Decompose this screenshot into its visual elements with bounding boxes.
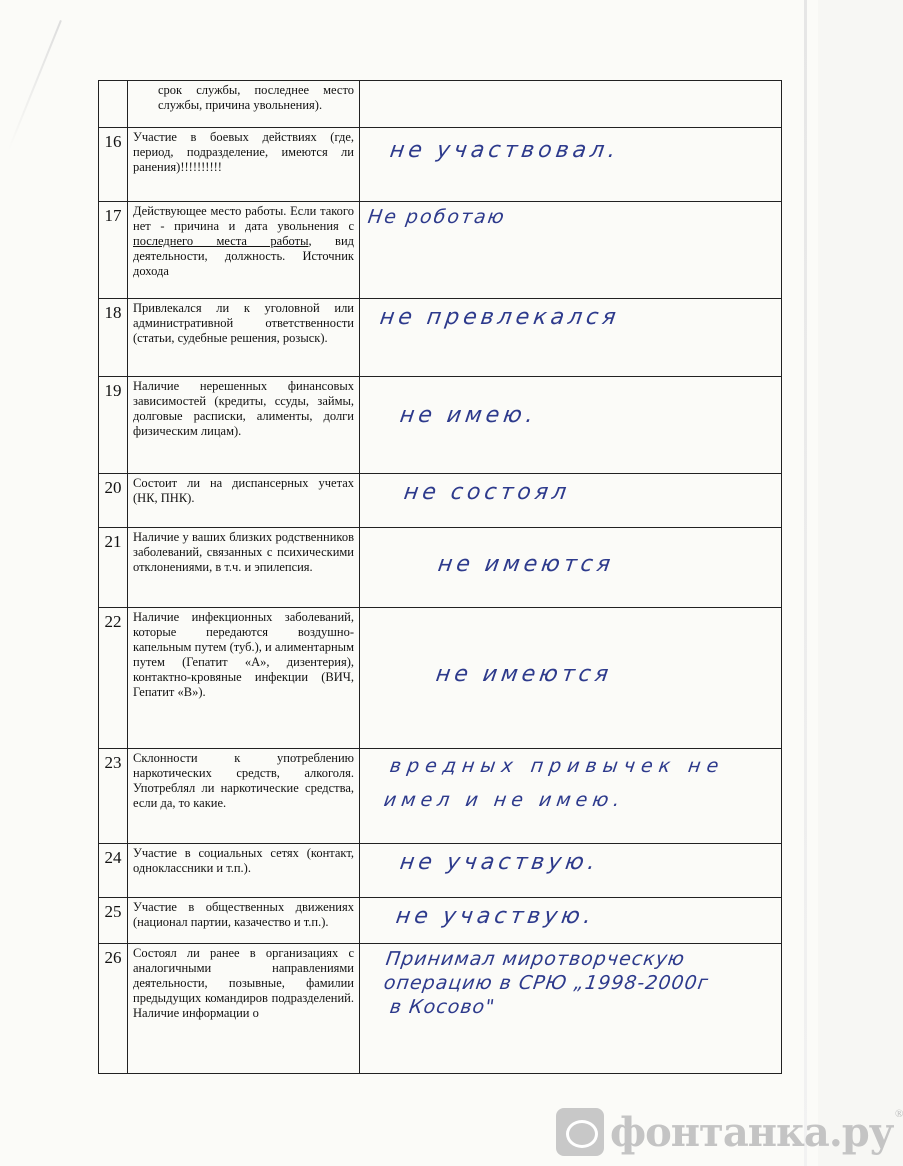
row-number: 19 [99, 377, 128, 474]
answer-cell [360, 528, 782, 608]
row-number: 25 [99, 898, 128, 944]
table-row [99, 377, 782, 474]
table-row [99, 608, 782, 749]
question-cell: срок службы, последнее место службы, причина увольнения). [128, 81, 360, 128]
handwritten-answer: не имею. [398, 403, 539, 428]
handwritten-answer: не участвую. [394, 904, 597, 929]
scan-artifact [8, 20, 62, 151]
row-number: 20 [99, 474, 128, 528]
handwritten-answer-line: вредных привычек не [388, 755, 726, 777]
answer-cell [360, 608, 782, 749]
question-cell: Состоит ли на диспансерных учетах (НК, ПНК). [128, 474, 360, 528]
registered-mark: ® [894, 1108, 903, 1120]
row-number: 18 [99, 299, 128, 377]
row-number: 21 [99, 528, 128, 608]
question-cell: Участие в боевых действиях (где, период, подразделение, имеются ли ранения)!!!!!!!!!! [128, 128, 360, 202]
answer-cell [360, 377, 782, 474]
table-row [99, 474, 782, 528]
answer-cell [360, 844, 782, 898]
questionnaire-table [98, 80, 782, 1074]
row-number [99, 81, 128, 128]
row-number: 22 [99, 608, 128, 749]
answer-cell [360, 81, 782, 128]
answer-cell [360, 202, 782, 299]
handwritten-answer: не имеются [434, 662, 614, 687]
fontanka-logo [556, 1104, 903, 1160]
handwritten-answer: не состоял [402, 480, 572, 505]
handwritten-answer: Не роботаю [366, 206, 508, 228]
handwritten-answer-line: в Косово" [388, 996, 497, 1018]
table-row [99, 202, 782, 299]
table-row [99, 898, 782, 944]
answer-cell [360, 128, 782, 202]
table-row [99, 81, 782, 128]
question-cell: Наличие инфекционных заболеваний, которые передаются воздушно-капельным путем (туб.), и алиментарным путем (Гепатит «А», дизентерия), контактно-кровяные инфекции (ВИЧ, Гепатит «В»). [128, 608, 360, 749]
question-text: , вид деятельности, должность. Источник дохода [133, 234, 355, 278]
question-text: Действующее место работы. Если такого нет - причина и дата увольнения с [133, 204, 354, 233]
scan-edge [804, 0, 807, 1166]
logo-text: фонтанка.ру [610, 1108, 894, 1156]
answer-cell [360, 749, 782, 844]
table-row [99, 844, 782, 898]
table-row [99, 944, 782, 1074]
handwritten-answer: не участвую. [398, 850, 601, 875]
answer-cell [360, 474, 782, 528]
question-cell: Привлекался ли к уголовной или административной ответственности (статьи, судебные решения, розыск). [128, 299, 360, 377]
question-cell: Участие в общественных движениях (национал партии, казачество и т.п.). [128, 898, 360, 944]
row-number: 17 [99, 202, 128, 299]
handwritten-answer: не имеются [436, 552, 616, 577]
question-cell [128, 202, 360, 299]
question-cell: Наличие у ваших близких родственников заболеваний, связанных с психическими отклонениями, в т.ч. и эпилепсия. [128, 528, 360, 608]
question-cell: Участие в социальных сетях (контакт, одноклассники и т.п.). [128, 844, 360, 898]
row-number: 23 [99, 749, 128, 844]
fontanka-logo-icon [556, 1108, 604, 1156]
handwritten-answer-line: операцию в СРЮ „1998-2000г [382, 972, 711, 994]
row-number: 16 [99, 128, 128, 202]
answer-cell [360, 898, 782, 944]
question-cell: Склонности к употреблению наркотических средств, алкоголя. Употреблял ли наркотические средства, если да, то какие. [128, 749, 360, 844]
handwritten-answer-line: Принимал миротворческую [384, 948, 687, 970]
table-row [99, 749, 782, 844]
handwritten-answer: не превлекался [378, 305, 622, 330]
row-number: 24 [99, 844, 128, 898]
table-row [99, 528, 782, 608]
handwritten-answer-line: имел и не имею. [382, 789, 627, 811]
table-row [99, 299, 782, 377]
question-text-underlined: последнего места работы [133, 234, 309, 248]
handwritten-answer: не участвовал. [388, 138, 622, 163]
answer-cell [360, 944, 782, 1074]
row-number: 26 [99, 944, 128, 1074]
table-row [99, 128, 782, 202]
question-cell: Наличие нерешенных финансовых зависимостей (кредиты, ссуды, займы, долговые расписки, алименты, долги физическим лицам). [128, 377, 360, 474]
question-cell: Состоял ли ранее в организациях с аналогичными направлениями деятельности, позывные, фамилии предыдущих командиров подразделений. Наличие информации о [128, 944, 360, 1074]
answer-cell [360, 299, 782, 377]
